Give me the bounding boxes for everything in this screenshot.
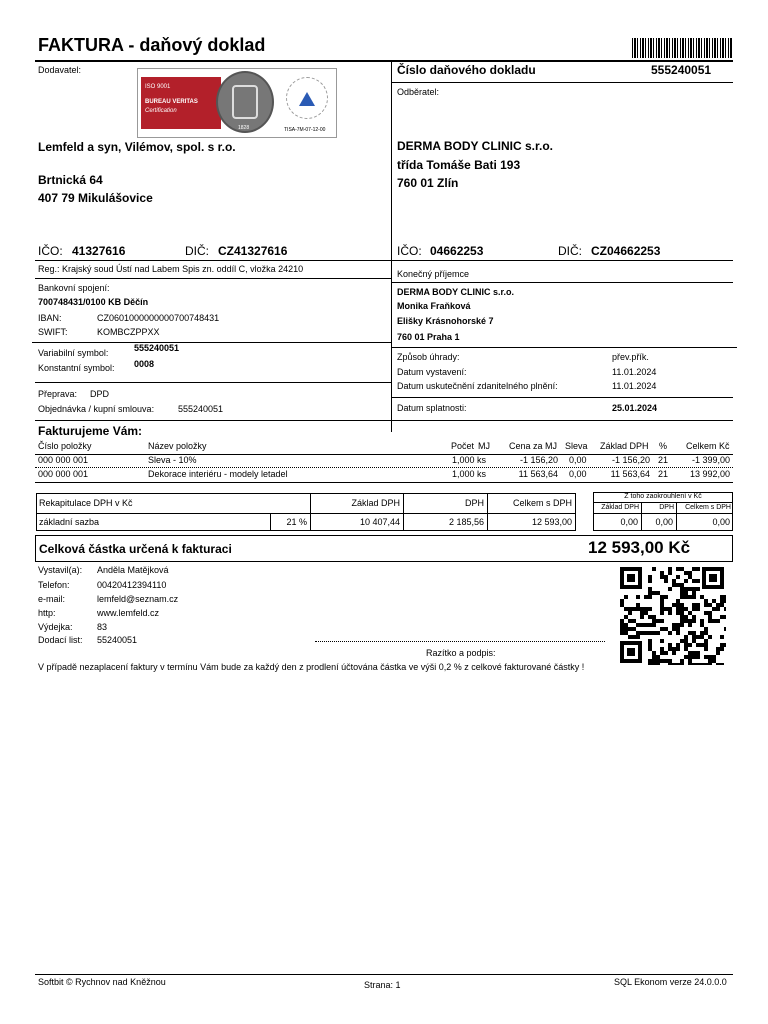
item-vat: 21 bbox=[658, 469, 669, 479]
supplier-label: Dodavatel: bbox=[38, 65, 82, 75]
supplier-registration: Reg.: Krajský soud Ústí nad Labem Spis zn. oddíl C, vložka 24210 bbox=[38, 264, 304, 274]
item-price: -1 156,20 bbox=[519, 455, 558, 465]
page-title: FAKTURA - daňový doklad bbox=[38, 35, 266, 55]
recap-total-label: Celkem s DPH bbox=[512, 498, 572, 508]
customer-ico: 04662253 bbox=[430, 244, 484, 258]
customer-dic: CZ04662253 bbox=[591, 244, 661, 258]
col-code: Číslo položky bbox=[38, 441, 92, 451]
logo-iso-text: ISO 9001 bbox=[145, 84, 171, 90]
swift-label: SWIFT: bbox=[38, 327, 68, 337]
col-discount: Sleva bbox=[565, 441, 588, 451]
document-number: 555240051 bbox=[651, 63, 712, 77]
recipient-city: 760 01 Praha 1 bbox=[397, 332, 460, 342]
supplier-ico: 41327616 bbox=[72, 244, 126, 258]
divider bbox=[35, 420, 733, 421]
supplier-dic-label: DIČ: bbox=[185, 244, 209, 258]
customer-name: DERMA BODY CLINIC s.r.o. bbox=[397, 139, 554, 153]
recipient-name: DERMA BODY CLINIC s.r.o. bbox=[397, 287, 515, 297]
divider bbox=[391, 397, 733, 398]
bureau-veritas-seal-icon bbox=[216, 71, 274, 133]
constant-symbol: 0008 bbox=[134, 359, 155, 369]
supplier-street: Brtnická 64 bbox=[38, 173, 103, 187]
rounding-title: Z toho zaokrouhlení v Kč bbox=[624, 493, 702, 500]
final-recipient-label: Konečný příjemce bbox=[397, 269, 470, 279]
cell-border bbox=[270, 513, 271, 531]
network-badge-icon bbox=[286, 77, 328, 119]
item-base: -1 156,20 bbox=[611, 455, 650, 465]
iban-value: CZ0601000000000700748431 bbox=[97, 313, 220, 323]
qr-code-icon bbox=[618, 565, 726, 665]
item-total: 13 992,00 bbox=[689, 469, 730, 479]
customer-dic-label: DIČ: bbox=[558, 244, 582, 258]
supplier-ico-label: IČO: bbox=[38, 244, 63, 258]
logo-year-text: 1828 bbox=[238, 125, 250, 131]
divider bbox=[391, 82, 733, 83]
dispatch-value: 83 bbox=[97, 622, 108, 632]
vat-recap-title: Rekapitulace DPH v Kč bbox=[39, 498, 133, 508]
software-version: SQL Ekonom verze 24.0.0.0 bbox=[614, 977, 727, 987]
phone-value: 00420412394110 bbox=[97, 580, 167, 590]
recap-vat: 2 185,56 bbox=[448, 517, 484, 527]
order-value: 555240051 bbox=[178, 404, 224, 414]
issue-date-label: Datum vystavení: bbox=[397, 367, 467, 377]
qr-code-image bbox=[618, 565, 726, 665]
rounding-vat-label: DPH bbox=[659, 504, 674, 511]
recap-vat-label: DPH bbox=[464, 498, 484, 508]
due-date-label: Datum splatnosti: bbox=[397, 403, 467, 413]
col-vat: % bbox=[659, 441, 668, 451]
divider bbox=[36, 513, 576, 514]
item-vat: 21 bbox=[658, 455, 669, 465]
rounding-base: 0,00 bbox=[620, 517, 638, 527]
transport-value: DPD bbox=[90, 389, 110, 399]
delivery-note-label: Dodací list: bbox=[38, 635, 83, 645]
variable-symbol-label: Variabilní symbol: bbox=[38, 348, 109, 358]
divider bbox=[35, 260, 733, 261]
customer-street: třída Tomáše Bati 193 bbox=[397, 158, 521, 172]
divider bbox=[593, 513, 733, 514]
divider bbox=[32, 342, 391, 343]
supplier-name: Lemfeld a syn, Vilémov, spol. s r.o. bbox=[38, 140, 236, 154]
divider bbox=[35, 278, 391, 279]
item-discount: 0,00 bbox=[569, 455, 587, 465]
item-price: 11 563,64 bbox=[518, 469, 558, 479]
payment-method-label: Způsob úhrady: bbox=[397, 352, 460, 362]
item-name: Dekorace interiéru - modely letadel bbox=[148, 469, 288, 479]
signature-line bbox=[315, 641, 605, 642]
bank-label: Bankovní spojení: bbox=[38, 283, 110, 293]
rounding-total-label: Celkem s DPH bbox=[685, 504, 731, 511]
item-discount: 0,00 bbox=[569, 469, 587, 479]
taxable-date-label: Datum uskutečnění zdanitelného plnění: bbox=[397, 381, 558, 391]
swift-value: KOMBCZPPXX bbox=[97, 327, 160, 337]
logo-cert-text: Certification bbox=[145, 108, 177, 114]
total-amount: 12 593,00 Kč bbox=[588, 538, 691, 557]
customer-ico-label: IČO: bbox=[397, 244, 422, 258]
rounding-base-label: Základ DPH bbox=[601, 504, 639, 511]
customer-city: 760 01 Zlín bbox=[397, 176, 459, 190]
cell-border bbox=[487, 493, 488, 531]
divider bbox=[391, 282, 733, 283]
web-label: http: bbox=[38, 608, 56, 618]
delivery-note: 55240051 bbox=[97, 635, 138, 645]
divider bbox=[391, 347, 737, 348]
bank-account: 700748431/0100 KB Děčín bbox=[38, 297, 149, 307]
divider bbox=[35, 382, 391, 383]
badge-code-text: TISA-7M-07-12-00 bbox=[284, 127, 326, 133]
column-divider bbox=[391, 60, 392, 432]
stamp-label: Razítko a podpis: bbox=[426, 648, 496, 658]
col-name: Název položky bbox=[148, 441, 207, 451]
email-label: e-mail: bbox=[38, 594, 66, 604]
supplier-city: 407 79 Mikulášovice bbox=[38, 191, 153, 205]
customer-label: Odběratel: bbox=[397, 87, 440, 97]
issued-by-label: Vystavil(a): bbox=[38, 565, 83, 575]
total-label: Celková částka určená k fakturaci bbox=[39, 542, 232, 556]
item-base: 11 563,64 bbox=[610, 469, 650, 479]
transport-label: Přeprava: bbox=[38, 389, 78, 399]
web-value[interactable]: www.lemfeld.cz bbox=[97, 608, 160, 618]
late-payment-notice: V případě nezaplacení faktury v termínu Vám bude za každý den z prodlení účtována částka ve výši 0,2 % z celkové fakturované částky ! bbox=[38, 662, 585, 672]
item-qty: 1,000 bbox=[452, 455, 475, 465]
issue-date: 11.01.2024 bbox=[612, 367, 657, 377]
dispatch-label: Výdejka: bbox=[38, 622, 73, 632]
rounding-total: 0,00 bbox=[712, 517, 730, 527]
recap-base: 10 407,44 bbox=[359, 517, 400, 527]
page-number: Strana: 1 bbox=[364, 980, 401, 990]
divider bbox=[35, 974, 733, 975]
cell-border bbox=[310, 493, 311, 531]
email-value[interactable]: lemfeld@seznam.cz bbox=[97, 594, 179, 604]
iban-label: IBAN: bbox=[38, 313, 62, 323]
row-separator bbox=[35, 467, 733, 468]
item-name: Sleva - 10% bbox=[148, 455, 197, 465]
logo-bv-text: BUREAU VERITAS bbox=[145, 99, 198, 105]
col-price: Cena za MJ bbox=[509, 441, 558, 451]
recap-rate: 21 % bbox=[286, 517, 307, 527]
recap-rate-label: základní sazba bbox=[39, 517, 100, 527]
order-label: Objednávka / kupní smlouva: bbox=[38, 404, 155, 414]
cell-border bbox=[403, 493, 404, 531]
phone-label: Telefon: bbox=[38, 580, 70, 590]
supplier-dic: CZ41327616 bbox=[218, 244, 288, 258]
due-date: 25.01.2024 bbox=[612, 403, 658, 413]
item-unit: ks bbox=[477, 469, 486, 479]
payment-method: přev.přík. bbox=[612, 352, 649, 362]
col-base: Základ DPH bbox=[600, 441, 649, 451]
col-total: Celkem Kč bbox=[686, 441, 730, 451]
col-unit: MJ bbox=[478, 441, 490, 451]
divider bbox=[35, 482, 733, 483]
document-number-label: Číslo daňového dokladu bbox=[397, 63, 536, 77]
barcode-image bbox=[632, 38, 732, 58]
item-qty: 1,000 bbox=[452, 469, 475, 479]
recap-total: 12 593,00 bbox=[531, 517, 572, 527]
item-code: 000 000 001 bbox=[38, 455, 89, 465]
items-heading: Fakturujeme Vám: bbox=[38, 424, 143, 438]
constant-symbol-label: Konstantní symbol: bbox=[38, 363, 115, 373]
col-qty: Počet bbox=[451, 441, 475, 451]
item-total: -1 399,00 bbox=[691, 455, 730, 465]
recipient-person: Monika Fraňková bbox=[397, 301, 471, 311]
issued-by: Anděla Matějková bbox=[97, 565, 169, 575]
certification-logo bbox=[137, 68, 337, 138]
divider bbox=[593, 502, 733, 503]
divider bbox=[35, 60, 733, 62]
rounding-vat: 0,00 bbox=[655, 517, 673, 527]
software-credit: Softbit © Rychnov nad Kněžnou bbox=[38, 977, 166, 987]
item-unit: ks bbox=[477, 455, 486, 465]
item-code: 000 000 001 bbox=[38, 469, 89, 479]
variable-symbol: 555240051 bbox=[134, 343, 180, 353]
recipient-street: Elišky Krásnohorské 7 bbox=[397, 316, 494, 326]
recap-base-label: Základ DPH bbox=[351, 498, 400, 508]
taxable-date: 11.01.2024 bbox=[612, 381, 657, 391]
